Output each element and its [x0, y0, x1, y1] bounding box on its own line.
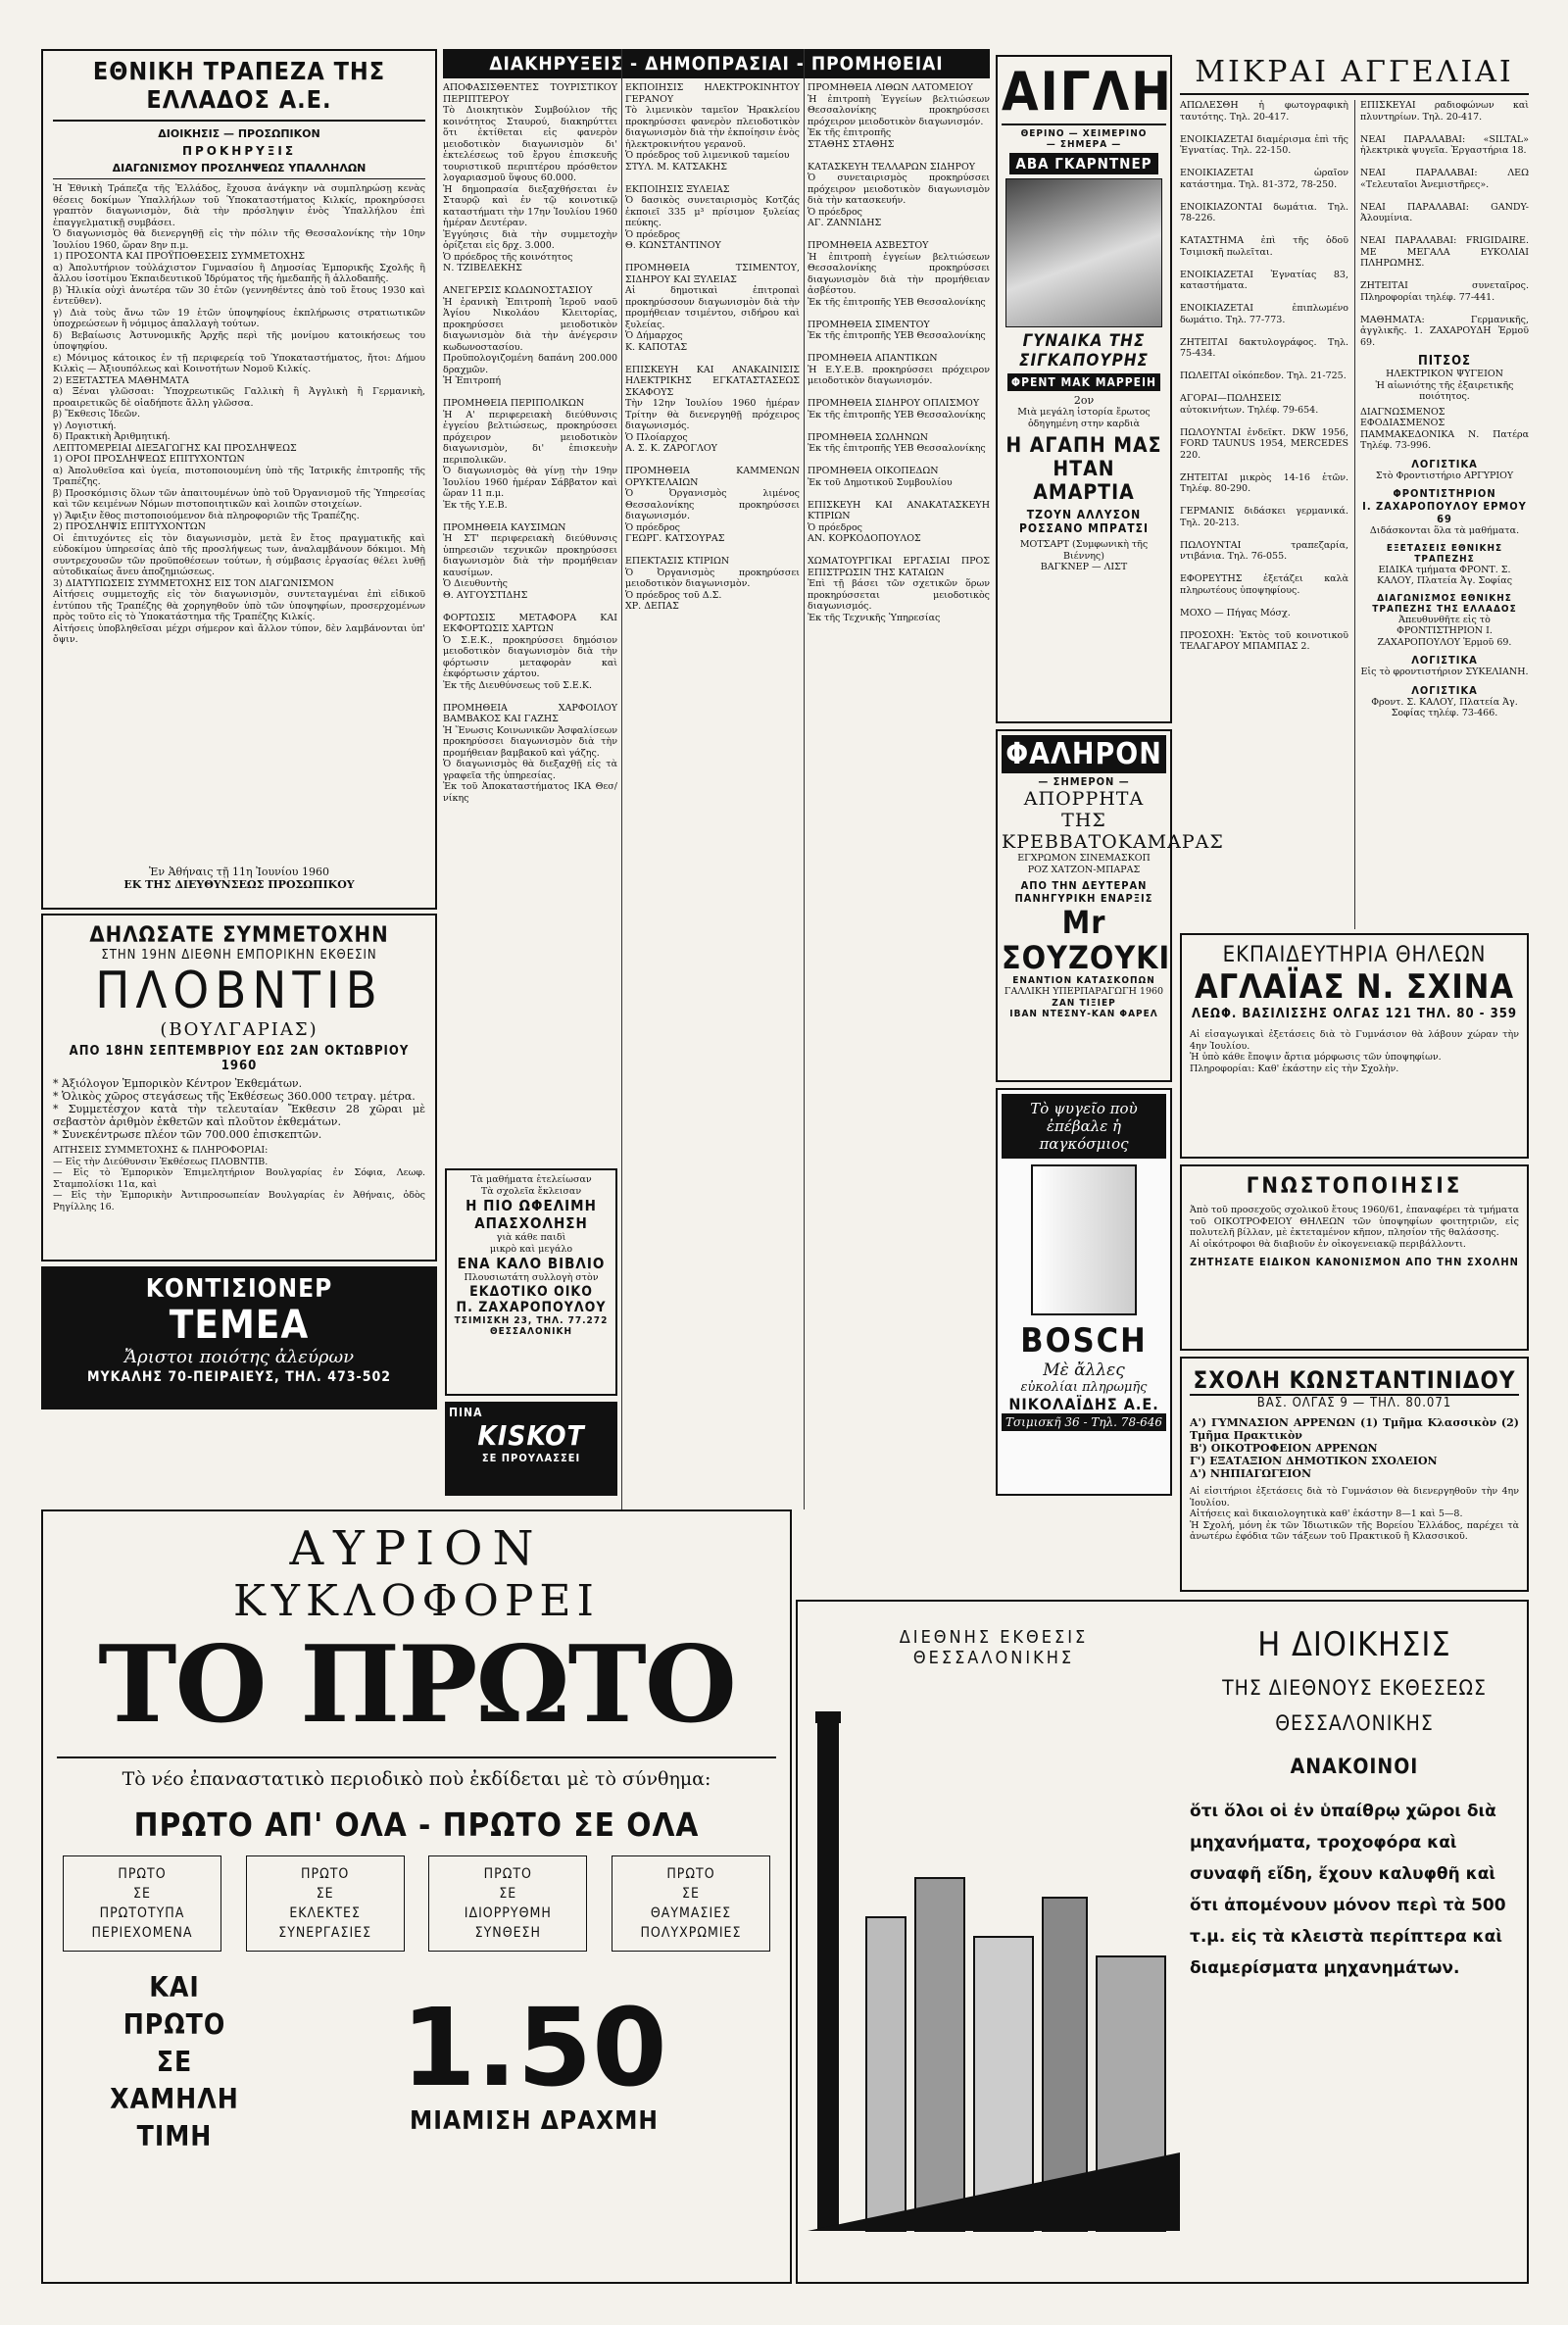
- faliron-ad: [996, 729, 1224, 1082]
- expo-ad: [796, 1600, 1529, 2284]
- bosch-ad: [996, 1088, 1172, 1496]
- faliron-film: ΑΠΟΡΡΗΤΑ ΤΗΣ ΚΡΕΒΒΑΤΟΚΑΜΑΡΑΣ: [1002, 788, 1224, 853]
- bank-sub3: ΔΙΑΓΩΝΙΣΜΟΥ ΠΡΟΣΛΗΨΕΩΣ ΥΠΑΛΛΗΛΩΝ: [112, 162, 367, 174]
- expo-head2: ΤΗΣ ΔΙΕΘΝΟΥΣ ΕΚΘΕΣΕΩΣ: [1222, 1676, 1487, 1700]
- plovdiv-info: ΑΙΤΗΣΕΙΣ ΣΥΜΜΕΤΟΧΗΣ & ΠΛΗΡΟΦΟΡΙΑΙ: — Εἰς τὴν Διεύθυνσιν Ἐκθέσεως ΠΛΟΒΝΤΙΒ. — Εἰς τὸ Ἐμπορικὸν Ἐπιμελητήριον Βουλγαρίας ἐν Σόφια, Λεωφ. Σταμπολίσκι 11α, καὶ — Εἰς τὴν Ἐμπορικὴν Ἀντιπροσωπείαν Βουλγαρίας ἐν Ἀθήναις, ὁδὸς Ρηγίλλης 16.: [53, 1145, 425, 1212]
- kiskot-l2: KISKOT: [477, 1419, 585, 1452]
- faliron-cast: ΖΑΝ ΤΙΞΙΕΡ ΙΒΑΝ ΝΤΕΣΝΥ-ΚΑΝ ΦΑΡΕΛ: [1009, 997, 1158, 1019]
- konstantinidou-address: ΒΑΣ. ΟΛΓΑΣ 9 — ΤΗΛ. 80.071: [1256, 1396, 1452, 1410]
- proto-slogan: ΠΡΩΤΟ ΑΠ' ΟΛΑ - ΠΡΩΤΟ ΣΕ ΟΛΑ: [133, 1806, 700, 1844]
- bookshop-l9: ΕΚΔΟΤΙΚΟ ΟΙΚΟ: [469, 1283, 593, 1300]
- thileon-ad: [1180, 933, 1529, 1159]
- aigli-from: — ΣΗΜΕΡΑ —: [1046, 139, 1122, 150]
- bookshop-l7: ΕΝΑ ΚΑΛΟ ΒΙΒΛΙΟ: [457, 1255, 606, 1272]
- bosch-line1: Μὲ ἄλλες: [1043, 1360, 1125, 1380]
- bookshop-l2: Τὰ σχολεῖα ἔκλεισαν: [480, 1185, 582, 1197]
- bookshop-l1: Τὰ μαθήματα ἐτελείωσαν: [470, 1174, 592, 1185]
- aigli-extra: ΜΟΤΣΑΡΤ (Συμφωνικὴ τῆς Βιέννης) ΒΑΓΚΝΕΡ — ΛΙΣΤ: [1019, 539, 1149, 572]
- bosch-address: Τσιμισκῆ 36 - Τηλ. 78-646: [1002, 1413, 1166, 1431]
- aigli-film2: Η ΑΓΑΠΗ ΜΑΣ ΗΤΑΝ ΑΜΑΡΤΙΑ: [1005, 433, 1162, 504]
- log3-text: Φροντ. Σ. ΚΑΛΟΥ, Πλατεία Ἀγ. Σοφίας τηλέφ. 73-466.: [1371, 696, 1518, 718]
- proto-price: 1.50: [401, 1985, 667, 2110]
- gnostopoiisis-body: Ἀπὸ τοῦ προσεχοῦς σχολικοῦ ἔτους 1960/61, ἐπαναφέρει τὰ τμήματα τοῦ ΟΙΚΟΤΡΟΦΕΙΟΥ ΘΗΛΕΩΝ τῶν ὑποψηφίων φοιτητριῶν, εἰς πολυτελῆ βίλλαν, μὲ ἐκτεταμένον κῆπον, πλησίον τῆς θαλάσσης. Αἱ οἰκότροφοι θὰ διαβιοῦν ἐν οἰκογενειακῷ περιβάλλοντι.: [1190, 1205, 1519, 1250]
- bookshop-l11: ΤΣΙΜΙΣΚΗ 23, ΤΗΛ. 77.272: [454, 1314, 609, 1326]
- faliron-premiere: ΠΑΝΗΓΥΡΙΚΗ ΕΝΑΡΞΙΣ: [1014, 892, 1153, 905]
- classifieds-col1: ΑΠΩΛΕΣΘΗ ἡ φωτογραφικὴ ταυτότης. Τηλ. 20-417. ΕΝΟΙΚΙΑΖΕΤΑΙ διαμέρισμα ἐπὶ τῆς Ἐγνατίας. Τηλ. 22-150. ΕΝΟΙΚΙΑΖΕΤΑΙ ὡραῖον κατάστημα. Τηλ. 81-372, 78-250. ΕΝΟΙΚΙΑΖΟΝΤΑΙ δωμάτια. Τηλ. 78-226. ΚΑΤΑΣΤΗΜΑ ἐπὶ τῆς ὁδοῦ Τσιμισκῆ πωλεῖται. ΕΝΟΙΚΙΑΖΕΤΑΙ Ἐγνατίας 83, καταστήματα. ΕΝΟΙΚΙΑΖΕΤΑΙ ἐπιπλωμένο δωμάτιο. Τηλ. 77-773. ΖΗΤΕΙΤΑΙ δακτυλογράφος. Τηλ. 75-434. ΠΩΛΕΙΤΑΙ οἰκόπεδον. Τηλ. 21-725. ΑΓΟΡΑΙ—ΠΩΛΗΣΕΙΣ αὐτοκινήτων. Τηλέφ. 79-654. ΠΩΛΟΥΝΤΑΙ ἐνδεῖκτ. DKW 1956, FORD TAUNUS 1954, MERCEDES 220. ΖΗΤΕΙΤΑΙ μικρὸς 14-16 ἐτῶν. Τηλέφ. 80-290. ΓΕΡΜΑΝΙΣ διδάσκει γερμανικά. Τηλ. 20-213. ΠΩΛΟΥΝΤΑΙ τραπεζαρία, ντιβάνια. Τηλ. 76-055. ΕΦΟΡΕΥΤΗΣ ἐξετάζει καλὰ πληρωτέους ὑποψηφίους. ΜΟΧΟ — Πήγας Μόσχ. ΠΡΟΣΟΧΗ: Ἐκτὸς τοῦ κοινοτικοῦ ΤΕΛΑΓΑΡΟΥ ΜΠΑΜΠΑΣ 2.: [1180, 100, 1348, 652]
- plovdiv-body: * Ἀξιόλογον Ἐμπορικὸν Κέντρον Ἐκθεμάτων. * Ὁλικὸς χῶρος στεγάσεως τῆς Ἐκθέσεως 360.000 τετραγ. μέτρα. * Συμμετέσχον κατὰ τὴν τελευταίαν Ἔκθεσιν 28 χῶραι μὲ σεβαστὸν ἀριθμὸν ἐκθετῶν καὶ πλοῦτον ἐκθεμάτων. * Συνεκέντρωσε πλέον τῶν 700.000 ἐπισκεπτῶν.: [53, 1077, 425, 1141]
- plovdiv-ad: [41, 914, 437, 1261]
- exams-text: ΕΙΔΙΚΑ τμήματα ΦΡΟΝΤ. Σ. ΚΑΛΟΥ, Πλατεία Ἀγ. Σοφίας: [1376, 564, 1513, 586]
- expo-title1: ΔΙΕΘΝΗΣ ΕΚΘΕΣΙΣ: [899, 1627, 1089, 1648]
- bosch-slogan: Τὸ ψυγεῖο ποὺ ἐπέβαλε ἡ παγκόσμιος: [1002, 1094, 1166, 1159]
- proto-l1: ΑΥΡΙΟΝ: [289, 1521, 544, 1576]
- bosch-brand: BOSCH: [1020, 1321, 1148, 1360]
- faliron-film2-sub: ΕΝΑΝΤΙΟΝ ΚΑΤΑΣΚΟΠΩΝ: [1012, 975, 1155, 986]
- aigli-title: ΑΙΓΛΗ: [1002, 61, 1166, 125]
- faliron-from: ΑΠΟ ΤΗΝ ΔΕΥΤΕΡΑΝ: [1020, 879, 1148, 892]
- proto-box-3: ΠΡΩΤΟ ΣΕ ΙΔΙΟΡΡΥΘΜΗ ΣΥΝΘΕΣΗ: [428, 1855, 587, 1952]
- log1-heading: ΛΟΓΙΣΤΙΚΑ: [1411, 457, 1478, 470]
- aigli-film: ΓΥΝΑΙΚΑ ΤΗΣ ΣΙΓΚΑΠΟΥΡΗΣ: [1019, 331, 1149, 371]
- tenders-col1: ΑΠΟΦΑΣΙΣΘΕΝΤΕΣ ΤΟΥΡΙΣΤΙΚΟΥ ΠΕΡΙΠΤΕΡΟΥ Τὸ Διοικητικὸν Συμβούλιον τῆς κοινότητος Σταυρού, διακηρύττει ὅτι ἐκτίθεται εἰς φανερὸν μειοδοτικὸν διαγωνισμὸν δι' ἐκτελέσεως τοῦ ἔργου ἐπισκευῆς τουριστικοῦ περιπτέρου πρόσθετον λογαριασμοῦ ὕψους 60.000. Ἡ δημοπρασία διεξαχθήσεται ἐν Σταυρῷ καὶ ἐν τῷ κοινοτικῷ καταστήματι τὴν 17ην Ἰουλίου 1960 ἡμέραν Δευτέραν. Ἐγγύησις διὰ τὴν συμμετοχὴν ὁρίζεται εἰς δρχ. 3.000. Ὁ πρόεδρος τῆς κοινότητος Ν. ΤΖΙΒΕΛΕΚΗΣ ΑΝΕΓΕΡΣΙΣ ΚΩΔΩΝΟΣΤΑΣΙΟΥ Ἡ ἐρανικὴ Ἐπιτροπὴ Ἱεροῦ ναοῦ Ἁγίου Νικολάου Κλειτορίας, προκηρύσσει μειοδοτικὸν διαγωνισμὸν διὰ τὴν ἀνέγερσιν κωδωνοστασίου. Προϋπολογιζομένη δαπάνη 200.000 δραχμῶν. Ἡ Ἐπιτροπή ΠΡΟΜΗΘΕΙΑ ΠΕΡΙΠΟΛΙΚΩΝ Ἡ Α' περιφερειακὴ διεύθυνσις ἐγγείου βελτιώσεως, προκηρύσσει πρόχειρον μειοδοτικὸν διαγωνισμὸν, δι' ἐπισκευὴν περιπολικῶν. Ὁ διαγωνισμὸς θὰ γίνῃ τὴν 19ην Ἰουλίου 1960 ἡμέραν Σάββατον καὶ ὥραν 11 π.μ. Ἐκ τῆς Υ.Ε.Β. ΠΡΟΜΗΘΕΙΑ ΚΑΥΣΙΜΩΝ Ἡ ΣΤ' περιφερειακὴ διεύθυνσις ὑπηρεσιῶν τεχνικῶν προκηρύσσει διαγωνισμὸν διὰ τὴν προμήθειαν καυσίμων. Ὁ Διευθυντὴς Θ. ΑΥΓΟΥΣΤΙΔΗΣ ΦΟΡΤΩΣΙΣ ΜΕΤΑΦΟΡΑ ΚΑΙ ΕΚΦΟΡΤΩΣΙΣ ΧΑΡΤΩΝ Ὁ Σ.Ε.Κ., προκηρύσσει δημόσιον μειοδοτικὸν διαγωνισμὸν διὰ τὴν φόρτωσιν μεταφορὰν καὶ ἐκφόρτωσιν χάρτου. Ἐκ τῆς Διευθύνσεως τοῦ Σ.Ε.Κ. ΠΡΟΜΗΘΕΙΑ ΧΑΡΦΟΙΛΟΥ ΒΑΜΒΑΚΟΣ ΚΑΙ ΓΑΖΗΣ Ἡ Ἕνωσις Κοινωνικῶν Ἀσφαλίσεων προκηρύσσει διαγωνισμὸν διὰ τὴν προμήθειαν βαμβακοῦ καὶ γάζης. Ὁ διαγωνισμὸς θὰ διεξαχθῇ εἰς τὰ γραφεῖα τῆς ὑπηρεσίας. Ἐκ τοῦ Ἀποκαταστήματος ΙΚΑ Θεσ/νίκης: [443, 82, 617, 804]
- kiskot-ad: [445, 1402, 617, 1496]
- faliron-desc: ΕΓΧΡΩΜΟΝ ΣΙΝΕΜΑΣΚΟΠ ΡΟΖ ΧΑΤΖΟΝ-ΜΠΑΡΑΣ: [1017, 853, 1151, 875]
- aigli-ad: [996, 55, 1172, 723]
- bosch-line2: εὐκολίαι πληρωμῆς: [1020, 1380, 1148, 1395]
- bookshop-l6: μικρὸ καὶ μεγάλο: [489, 1243, 573, 1255]
- log1-text: Στὸ Φροντιστήριο ΑΡΓΥΡΙΟΥ: [1375, 470, 1514, 481]
- tenders-col3: ΠΡΟΜΗΘΕΙΑ ΛΙΘΩΝ ΛΑΤΟΜΕΙΟΥ Ἡ ἐπιτροπὴ Ἐγγείων βελτιώσεων Θεσσαλονίκης προκηρύσσει πρόχειρον μειοδοτικὸν διαγωνισμόν. Ἐκ τῆς ἐπιτροπῆς ΣΤΑΘΗΣ ΣΤΑΘΗΣ ΚΑΤΑΣΚΕΥΗ ΤΕΛΛΑΡΩΝ ΣΙΔΗΡΟΥ Ὁ συνεταιρισμὸς προκηρύσσει πρόχειρον μειοδοτικὸν διαγωνισμὸν διὰ τὴν κατασκευήν. Ὁ πρόεδρος ΑΓ. ΖΑΝΝΙΔΗΣ ΠΡΟΜΗΘΕΙΑ ΑΣΒΕΣΤΟΥ Ἡ ἐπιτροπὴ ἐγγείων βελτιώσεων Θεσσαλονίκης προκηρύσσει διαγωνισμὸν διὰ τὴν προμήθειαν ἀσβέστου. Ἐκ τῆς ἐπιτροπῆς ΥΕΒ Θεσσαλονίκης ΠΡΟΜΗΘΕΙΑ ΣΙΜΕΝΤΟΥ Ἐκ τῆς ἐπιτροπῆς ΥΕΒ Θεσσαλονίκης ΠΡΟΜΗΘΕΙΑ ΑΠΑΝΤΙΚΩΝ Ἡ Ε.Υ.Ε.Β. προκηρύσσει πρόχειρον μειοδοτικὸν διαγωνισμόν. ΠΡΟΜΗΘΕΙΑ ΣΙΔΗΡΟΥ ΟΠΛΙΣΜΟΥ Ἐκ τῆς ἐπιτροπῆς ΥΕΒ Θεσσαλονίκης ΠΡΟΜΗΘΕΙΑ ΣΩΛΗΝΩΝ Ἐκ τῆς ἐπιτροπῆς ΥΕΒ Θεσσαλονίκης ΠΡΟΜΗΘΕΙΑ ΟΙΚΟΠΕΔΩΝ Ἐκ τοῦ Δημοτικοῦ Συμβουλίου ΕΠΙΣΚΕΥΗ ΚΑΙ ΑΝΑΚΑΤΑΣΚΕΥΗ ΚΤΙΡΙΩΝ Ὁ πρόεδρος ΑΝ. ΚΟΡΚΟΔΟΠΟΥΛΟΣ ΧΩΜΑΤΟΥΡΓΙΚΑΙ ΕΡΓΑΣΙΑΙ ΠΡΟΣ ΕΠΙΣΤΡΩΣΙΝ ΤΗΣ ΚΑΤΑΙΩΝ Ἐπὶ τῇ βάσει τῶν σχετικῶν ὅρων προκηρύσσεται μειοδοτικὸς διαγωνισμός. Ἐκ τῆς Τεχνικῆς Ὑπηρεσίας: [808, 82, 990, 623]
- frontistirio-heading: ΦΡΟΝΤΙΣΤΗΡΙΟΝ Ι. ΖΑΧΑΡΟΠΟΥΛΟΥ ΕΡΜΟΥ 69: [1362, 487, 1527, 525]
- dia-text: ΔΙΑΓΝΩΣΜΕΝΟΣ ΕΦΟΔΙΑΣΜΕΝΟΣ ΠΑΜΜΑΚΕΔΟΝΙΚΑ Ν. Πατέρα Τηλέφ. 73-996.: [1360, 406, 1529, 451]
- expo-city-illustration: [808, 1682, 1180, 2231]
- aigli-second-desc: Μιὰ μεγάλη ἱστορία ἔρωτος ὀδηγημένη στην καρδιὰ: [1017, 407, 1151, 429]
- faliron-film2-info: ΓΑΛΛΙΚΗ ΥΠΕΡΠΑΡΑΓΩΓΗ 1960: [1004, 986, 1164, 997]
- tenders-header: ΔΙΑΚΗΡΥΞΕΙΣ - ΔΗΜΟΠΡΑΣΙΑΙ - ΠΡΟΜΗΘΕΙΑΙ: [443, 49, 990, 78]
- classifieds: [1180, 55, 1529, 929]
- tenders-col2: ΕΚΠΟΙΗΣΙΣ ΗΛΕΚΤΡΟΚΙΝΗΤΟΥ ΓΕΡΑΝΟΥ Τὸ λιμενικὸν ταμεῖον Ἠρακλείου προκηρύσσει φανερὸν πλειοδοτικὸν διαγωνισμὸν διὰ τὴν ἐκποίησιν ἑνὸς ἠλεκτροκινήτου γερανοῦ. Ὁ πρόεδρος τοῦ λιμενικοῦ ταμείου ΣΤΥΛ. Μ. ΚΑΤΣΑΚΗΣ ΕΚΠΟΙΗΣΙΣ ΞΥΛΕΙΑΣ Ὁ δασικὸς συνεταιρισμὸς Κοτζάς ἐκποιεῖ 335 μ³ πρίσιμον ξυλείας πεύκης. Ὁ πρόεδρος Θ. ΚΩΝΣΤΑΝΤΙΝΟΥ ΠΡΟΜΗΘΕΙΑ ΤΣΙΜΕΝΤΟΥ, ΣΙΔΗΡΟΥ ΚΑΙ ΞΥΛΕΙΑΣ Αἱ δημοτικαὶ ἐπιτροπαὶ προκηρύσσουν διαγωνισμὸν διὰ τὴν προμήθειαν τσιμέντου, σιδήρου καὶ ξυλείας. Ὁ Δήμαρχος Κ. ΚΑΠΟΤΑΣ ΕΠΙΣΚΕΥΗ ΚΑΙ ΑΝΑΚΑΙΝΙΣΙΣ ΗΛΕΚΤΡΙΚΗΣ ΕΓΚΑΤΑΣΤΑΣΕΩΣ ΣΚΑΦΟΥΣ Τὴν 12ην Ἰουλίου 1960 ἡμέραν Τρίτην θὰ διενεργηθῇ πρόχειρος διαγωνισμός. Ὁ Πλοίαρχος Α. Σ. Κ. ΖΑΡΟΓΛΟΥ ΠΡΟΜΗΘΕΙΑ ΚΑΜΜΕΝΩΝ ΟΡΥΚΤΕΛΑΙΩΝ Ὁ Ὀργανισμὸς λιμένος Θεσσαλονίκης προκηρύσσει διαγωνισμόν. Ὁ πρόεδρος ΓΕΩΡΓ. ΚΑΤΣΟΥΡΑΣ ΕΠΕΚΤΑΣΙΣ ΚΤΙΡΙΩΝ Ὁ Ὀργανισμὸς προκηρύσσει μειοδοτικὸν διαγωνισμὸν. Ὁ πρόεδρος τοῦ Δ.Σ. ΧΡ. ΔΕΠΑΣ: [625, 82, 800, 612]
- bank-notice: [41, 49, 437, 910]
- proto-ad: [41, 1509, 792, 2284]
- bank-sub2: ΠΡΟΚΗΡΥΞΙΣ: [181, 144, 297, 158]
- proto-box-4: ΠΡΩΤΟ ΣΕ ΘΑΥΜΑΣΙΕΣ ΠΟΛΥΧΡΩΜΙΕΣ: [612, 1855, 770, 1952]
- plovdiv-country: (ΒΟΥΛΓΑΡΙΑΣ): [160, 1019, 318, 1040]
- temea-line3: Ἄριστοι ποιότης ἀλεύρων: [123, 1347, 355, 1367]
- aigli-poster-image: [1005, 178, 1162, 327]
- thileon-title: ΕΚΠΑΙΔΕΥΤΗΡΙΑ ΘΗΛΕΩΝ: [1222, 943, 1487, 967]
- aigli-star2: ΦΡΕΝΤ ΜΑΚ ΜΑΡΡΕΙΗ: [1007, 373, 1160, 391]
- temea-line1: ΚΟΝΤΙΣΙΟΝΕΡ: [145, 1274, 333, 1304]
- temea-line2: ΤΕΜΕΑ: [169, 1303, 310, 1348]
- plovdiv-dates: ΑΠΟ 18ΗΝ ΣΕΠΤΕΜΒΡΙΟΥ ΕΩΣ 2ΑΝ ΟΚΤΩΒΡΙΟΥ 1960: [69, 1044, 410, 1073]
- expo-head3: ΘΕΣΣΑΛΟΝΙΚΗΣ: [1275, 1711, 1434, 1735]
- pitsos-text: ΗΛΕΚΤΡΙΚΟΝ ΨΥΓΕΙΟΝ Ἡ αἰωνιότης τῆς ἐξαιρετικῆς ποιότητος.: [1375, 369, 1514, 402]
- expo-head1: Η ΔΙΟΙΚΗΣΙΣ: [1257, 1625, 1451, 1664]
- pitsos-heading: ΠΙΤΣΟΣ: [1417, 354, 1472, 369]
- aigli-cast2: ΤΖΟΥΝ ΑΛΛΥΣΟΝ ΡΟΣΣΑΝΟ ΜΠΡΑΤΣΙ: [1019, 508, 1149, 535]
- plovdiv-city: ΠΛΟΒΝΤΙΒ: [95, 962, 383, 1020]
- log2-heading: ΛΟΓΙΣΤΙΚΑ: [1411, 654, 1478, 667]
- exams-heading: ΕΞΕΤΑΣΕΙΣ ΕΘΝΙΚΗΣ ΤΡΑΠΕΖΗΣ: [1386, 542, 1503, 565]
- diag-heading: ΔΙΑΓΩΝΙΣΜΟΣ ΕΘΝΙΚΗΣ ΤΡΑΠΕΖΗΣ ΤΗΣ ΕΛΛΑΔΟΣ: [1372, 592, 1517, 615]
- kiskot-l1: ΠΙΝΑ: [449, 1406, 483, 1419]
- konstantinidou-body: Αἱ εἰσιτήριοι ἐξετάσεις διὰ τὸ Γυμνάσιον θὰ διενεργηθοῦν τὴν 4ην Ἰουλίου. Αἰτήσεις καὶ δικαιολογητικὰ καθ' ἑκάστην 8—1 καὶ 5—8. Ἡ Σχολή, μόνη ἐκ τῶν Ἰδιωτικῶν τῆς Βορείου Ἑλλάδος, παρέχει τὰ ἀνωτέρω ἐφόδια τῶν τάξεων τοῦ Πρακτικοῦ ἢ Κλασσικοῦ.: [1190, 1486, 1519, 1542]
- bank-body: Ἡ Ἐθνικὴ Τράπεζα τῆς Ἑλλάδος, ἔχουσα ἀνάγκην νὰ συμπληρώσῃ κενὰς θέσεις δοκίμων Ὑπαλλήλων τοῦ Ὑποκαταστήματος Κιλκίς, προκηρύσσει γραπτὸν διαγωνισμὸν, διὰ τὴν πρόσληψιν ἑνὸς Ὑπαλλήλου ἐπὶ ἐπαγγελματικῇ συμβάσει. Ὁ διαγωνισμὸς θὰ διενεργηθῇ εἰς τὴν πόλιν τῆς Θεσσαλονίκης τὴν 10ην Ἰουλίου 1960, ὥραν 8ην π.μ. 1) ΠΡΟΣΟΝΤΑ ΚΑΙ ΠΡΟΫΠΟΘΕΣΕΙΣ ΣΥΜΜΕΤΟΧΗΣ α) Ἀπολυτήριον τοὐλάχιστον Γυμνασίου ἢ Δημοσίας Ἐμπορικῆς Σχολῆς ἢ ἄλλου ἰσοτίμου Ἐκπαιδευτικοῦ Ἱδρύματος τῆς ἡμεδαπῆς ἢ ἀλλοδαπῆς. β) Ἡλικία οὐχὶ ἀνωτέρα τῶν 30 ἐτῶν (γεννηθέντες ἀπὸ τοῦ ἔτους 1930 καὶ ἐντεῦθεν). γ) Διὰ τοὺς ἄνω τῶν 19 ἐτῶν ὑποψηφίους ἐκπλήρωσις στρατιωτικῶν ὑποχρεώσεων ἢ νόμιμος ἀπαλλαγὴ τούτων. δ) Βεβαίωσις Ἀστυνομικῆς Ἀρχῆς περὶ τῆς μονίμου κατοικήσεως του ὑποψηφίου. ε) Μόνιμος κάτοικος ἐν τῇ περιφερείᾳ τοῦ Ὑποκαταστήματος, ἤτοι: Δήμου Κιλκὶς — Ἀξιουπόλεως καὶ Κοινοτήτων Νομοῦ Κιλκίς. 2) ΕΞΕΤΑΣΤΕΑ ΜΑΘΗΜΑΤΑ α) Ξέναι γλῶσσαι: Ὑποχρεωτικῶς Γαλλικὴ ἢ Ἀγγλικὴ ἢ Γερμανικὴ, προαιρετικῶς δὲ οἱαδήποτε ἄλλη γλῶσσα. β) Ἔκθεσις Ἰδεῶν. γ) Λογιστική. δ) Πρακτικὴ Ἀριθμητική. ΛΕΠΤΟΜΕΡΕΙΑΙ ΔΙΕΞΑΓΩΓΗΣ ΚΑΙ ΠΡΟΣΛΗΨΕΩΣ 1) ΟΡΟΙ ΠΡΟΣΛΗΨΕΩΣ ΕΠΙΤΥΧΟΝΤΩΝ α) Ἀπολυθεῖσα καὶ ὑγεία, πιστοποιουμένη ὑπὸ τῆς Ἰατρικῆς ἐπιτροπῆς τῆς Τραπέζης. β) Προσκόμισις ὅλων τῶν ἀπαιτουμένων ὑπὸ τοῦ Ὀργανισμοῦ τῆς Ὑπηρεσίας καὶ τῶν κειμένων Νόμων πιστοποιητικῶν καὶ λοιπῶν στοιχείων. γ) Ἄφιξιν ἔθος πιστοποιούμενον διὰ πληροφοριῶν τῆς Τραπέζης. 2) ΠΡΟΣΛΗΨΙΣ ΕΠΙΤΥΧΟΝΤΩΝ Οἱ ἐπιτυχόντες εἰς τὸν διαγωνισμὸν, μετὰ ἓν ἔτος πραγματικῆς καὶ εὐδοκίμου ὑπηρεσίας ἀπὸ τῆς προσλήψεως των, ἀναλαμβάνουν δόκιμοι. Μὴ συντρεχουσῶν τῶν προϋποθέσεων τούτων, ἡ σύμβασις ἐργασίας θέλει λυθῇ αὐτοδικαίως ἄνευ ἀποζημιώσεως. 3) ΔΙΑΤΥΠΩΣΕΙΣ ΣΥΜΜΕΤΟΧΗΣ ΕΙΣ ΤΟΝ ΔΙΑΓΩΝΙΣΜΟΝ Αἰτήσεις συμμετοχῆς εἰς τὸν διαγωνισμὸν, συντεταγμέναι ἐπὶ εἰδικοῦ ἐντύπου τῆς Τραπέζης θὰ χορηγηθοῦν ὑπὸ τῶν ὑποψηφίων, προσερχομένων πρὸς τοῦτο εἰς τὸ Ὑποκατάστημα τῆς Τραπέζης Κιλκίς. Αἰτήσεις ὑποβληθεῖσαι μέχρι σήμερον καὶ ἄλλον τύπον, δὲν λαμβάνονται ὑπ' ὄψιν.: [53, 183, 425, 645]
- bookshop-l3: Η ΠΙΟ ΩΦΕΛΙΜΗ: [466, 1197, 597, 1214]
- proto-sub: Τὸ νέο ἐπαναστατικὸ περιοδικὸ ποὺ ἐκδίδεται μὲ τὸ σύνθημα:: [57, 1756, 776, 1790]
- plovdiv-head: ΔΗΛΩΣΑΤΕ ΣΥΜΜΕΤΟΧΗΝ: [89, 923, 389, 948]
- temea-ad: [41, 1266, 437, 1410]
- proto-box-2: ΠΡΩΤΟ ΣΕ ΕΚΛΕΚΤΕΣ ΣΥΝΕΡΓΑΣΙΕΣ: [246, 1855, 405, 1952]
- bosch-dealer: ΝΙΚΟΛΑΪΔΗΣ Α.Ε.: [1008, 1395, 1159, 1413]
- gnostopoiisis-footer: ΖΗΤΗΣΑΤΕ ΕΙΔΙΚΟΝ ΚΑΝΟΝΙΣΜΟΝ ΑΠΟ ΤΗΝ ΣΧΟΛΗΝ: [1190, 1256, 1519, 1268]
- expo-head4: ΑΝΑΚΟΙΝΟΙ: [1290, 1755, 1419, 1778]
- faliron-film2: Μr ΣΟΥΖΟΥΚΙ: [1002, 904, 1171, 976]
- bank-sub1: ΔΙΟΙΚΗΣΙΣ — ΠΡΟΣΩΠΙΚΟΝ: [158, 127, 320, 140]
- thileon-name: ΑΓΛΑΪΑΣ Ν. ΣΧΙΝΑ: [1194, 967, 1515, 1007]
- diag-text: Ἀπευθυνθῆτε εἰς τὸ ΦΡΟΝΤΙΣΤΗΡΙΟΝ Ι. ΖΑΧΑΡΟΠΟΥΛΟΥ Ἑρμοῦ 69.: [1377, 614, 1512, 648]
- classifieds-col2: ΕΠΙΣΚΕΥΑΙ ραδιοφώνων καὶ πλυντηρίων. Τηλ. 20-417. ΝΕΑΙ ΠΑΡΑΛΑΒΑΙ: «SILTAL» ἠλεκτρικὰ ψυγεῖα. Ἐργαστήρια 18. ΝΕΑΙ ΠΑΡΑΛΑΒΑΙ: ΛΕΩ «Τελευταῖοι Ἀνεμιστῆρες». ΝΕΑΙ ΠΑΡΑΛΑΒΑΙ: GANDY-Ἀλουμίνια. ΝΕΑΙ ΠΑΡΑΛΑΒΑΙ: FRIGIDAIRE. ΜΕ ΜΕΓΑΛΑ ΕΥΚΟΛΙΑΙ ΠΛΗΡΩΜΗΣ. ΖΗΤΕΙΤΑΙ συνεταῖρος. Πληροφορίαι τηλέφ. 77-441. ΜΑΘΗΜΑΤΑ: Γερμανικῆς, ἀγγλικῆς. 1. ΖΑΧΑΡΟΥΔΗ Ἑρμοῦ 69.: [1360, 100, 1529, 348]
- thileon-address: ΛΕΩΦ. ΒΑΣΙΛΙΣΣΗΣ ΟΛΓΑΣ 121 ΤΗΛ. 80 - 359: [1191, 1007, 1518, 1021]
- temea-line4: ΜΥΚΑΛΗΣ 70-ΠΕΙΡΑΙΕΥΣ, ΤΗΛ. 473-502: [86, 1369, 392, 1385]
- bookshop-l8: Πλουσιωτάτη συλλογὴ στὸν: [464, 1272, 599, 1283]
- bookshop-ad: [445, 1168, 617, 1396]
- gnostopoiisis-title: ΓΝΩΣΤΟΠΟΙΗΣΙΣ: [1246, 1174, 1463, 1199]
- plovdiv-sub: ΣΤΗΝ 19ΗΝ ΔΙΕΘΝΗ ΕΜΠΟΡΙΚΗΝ ΕΚΘΕΣΙΝ: [101, 948, 377, 963]
- proto-kai: ΚΑΙ ΠΡΩΤΟ ΣΕ ΧΑΜΗΛΗ ΤΙΜΗ: [110, 1971, 239, 2152]
- log3-heading: ΛΟΓΙΣΤΙΚΑ: [1411, 683, 1478, 697]
- proto-l2: ΚΥΚΛΟΦΟΡΕΙ: [233, 1576, 600, 1626]
- konstantinidou-items: Α') ΓΥΜΝΑΣΙΟΝ ΑΡΡΕΝΩΝ (1) Τμῆμα Κλασσικὸν (2) Τμῆμα Πρακτικὸν Β') ΟΙΚΟΤΡΟΦΕΙΟΝ ΑΡΡΕΝΩΝ Γ') ΕΞΑΤΑΞΙΟΝ ΔΗΜΟΤΙΚΟΝ ΣΧΟΛΕΙΟΝ Δ') ΝΗΠΙΑΓΩΓΕΙΟΝ: [1190, 1416, 1519, 1480]
- aigli-second: 2ον: [1073, 394, 1095, 407]
- expo-body: ὅτι ὅλοι οἱ ἐν ὑπαίθρῳ χῶροι διὰ μηχανήματα, τροχοφόρα καὶ συναφῆ εἴδη, ἔχουν καλυφθῆ καὶ ὅτι ἀπομένουν μόνον περὶ τὰ 500 τ.μ. εἰς τὰ κλειστὰ περίπτερα καὶ διαμερίσματα μηχανημάτων.: [1190, 1802, 1506, 1978]
- bookshop-l10: Π. ΖΑΧΑΡΟΠΟΥΛΟΥ: [456, 1299, 607, 1315]
- expo-title2: ΘΕΣΣΑΛΟΝΙΚΗΣ: [912, 1648, 1075, 1668]
- bookshop-l5: γιὰ κάθε παιδὶ: [496, 1232, 566, 1243]
- bosch-fridge-image: [1031, 1164, 1137, 1315]
- frontistirio-text: Διδάσκονται ὅλα τὰ μαθήματα.: [1369, 525, 1520, 536]
- log2-text: Εἰς τὸ φροντιστήριον ΣΥΚΕΛΙΑΝΗ.: [1360, 667, 1529, 677]
- bank-footer-dept: ΕΚ ΤΗΣ ΔΙΕΥΘΥΝΣΕΩΣ ΠΡΟΣΩΠΙΚΟΥ: [123, 878, 355, 891]
- faliron-today: — ΣΗΜΕΡΟΝ —: [1038, 775, 1130, 788]
- proto-box-1: ΠΡΩΤΟ ΣΕ ΠΡΩΤΟΤΥΠΑ ΠΕΡΙΕΧΟΜΕΝΑ: [63, 1855, 221, 1952]
- bank-footer-date: Ἐν Ἀθήναις τῇ 11η Ἰουνίου 1960: [149, 866, 329, 878]
- kiskot-l3: ΣΕ ΠΡΟΥΛΑΣΣΕΙ: [481, 1452, 581, 1464]
- proto-price-text: ΜΙΑΜΙΣΗ ΔΡΑΧΜΗ: [409, 2106, 659, 2136]
- bank-title: ΕΘΝΙΚΗ ΤΡΑΠΕΖΑ ΤΗΣ ΕΛΛΑΔΟΣ Α.Ε.: [53, 57, 425, 122]
- bookshop-l12: ΘΕΣΣΑΛΟΝΙΚΗ: [489, 1325, 573, 1337]
- aigli-star1: ΑΒΑ ΓΚΑΡΝΤΝΕΡ: [1009, 153, 1158, 174]
- konstantinidou-title: ΣΧΟΛΗ ΚΩΝΣΤΑΝΤΙΝΙΔΟΥ: [1190, 1366, 1519, 1396]
- bookshop-l4: ΑΠΑΣΧΟΛΗΣΗ: [474, 1214, 588, 1232]
- gnostopoiisis-ad: [1180, 1164, 1529, 1351]
- proto-l3: ΤΟ ΠΡΩΤΟ: [98, 1623, 735, 1747]
- konstantinidou-ad: [1180, 1357, 1529, 1592]
- thileon-items: Αἱ εἰσαγωγικαὶ ἐξετάσεις διὰ τὸ Γυμνάσιον θὰ λάβουν χώραν τὴν 4ην Ἰουλίου. Ἡ ὑπὸ κάθε ἔποψιν ἄρτια μόρφωσις τῶν ὑποψηφίων. Πληροφορίαι: Καθ' ἑκάστην εἰς τὴν Σχολὴν.: [1190, 1029, 1519, 1074]
- classifieds-title: ΜΙΚΡΑΙ ΑΓΓΕΛΙΑΙ: [1180, 55, 1529, 95]
- faliron-title: ΦΑΛΗΡΟΝ: [1002, 735, 1166, 773]
- aigli-season: ΘΕΡΙΝΟ — ΧΕΙΜΕΡΙΝΟ: [1020, 128, 1148, 139]
